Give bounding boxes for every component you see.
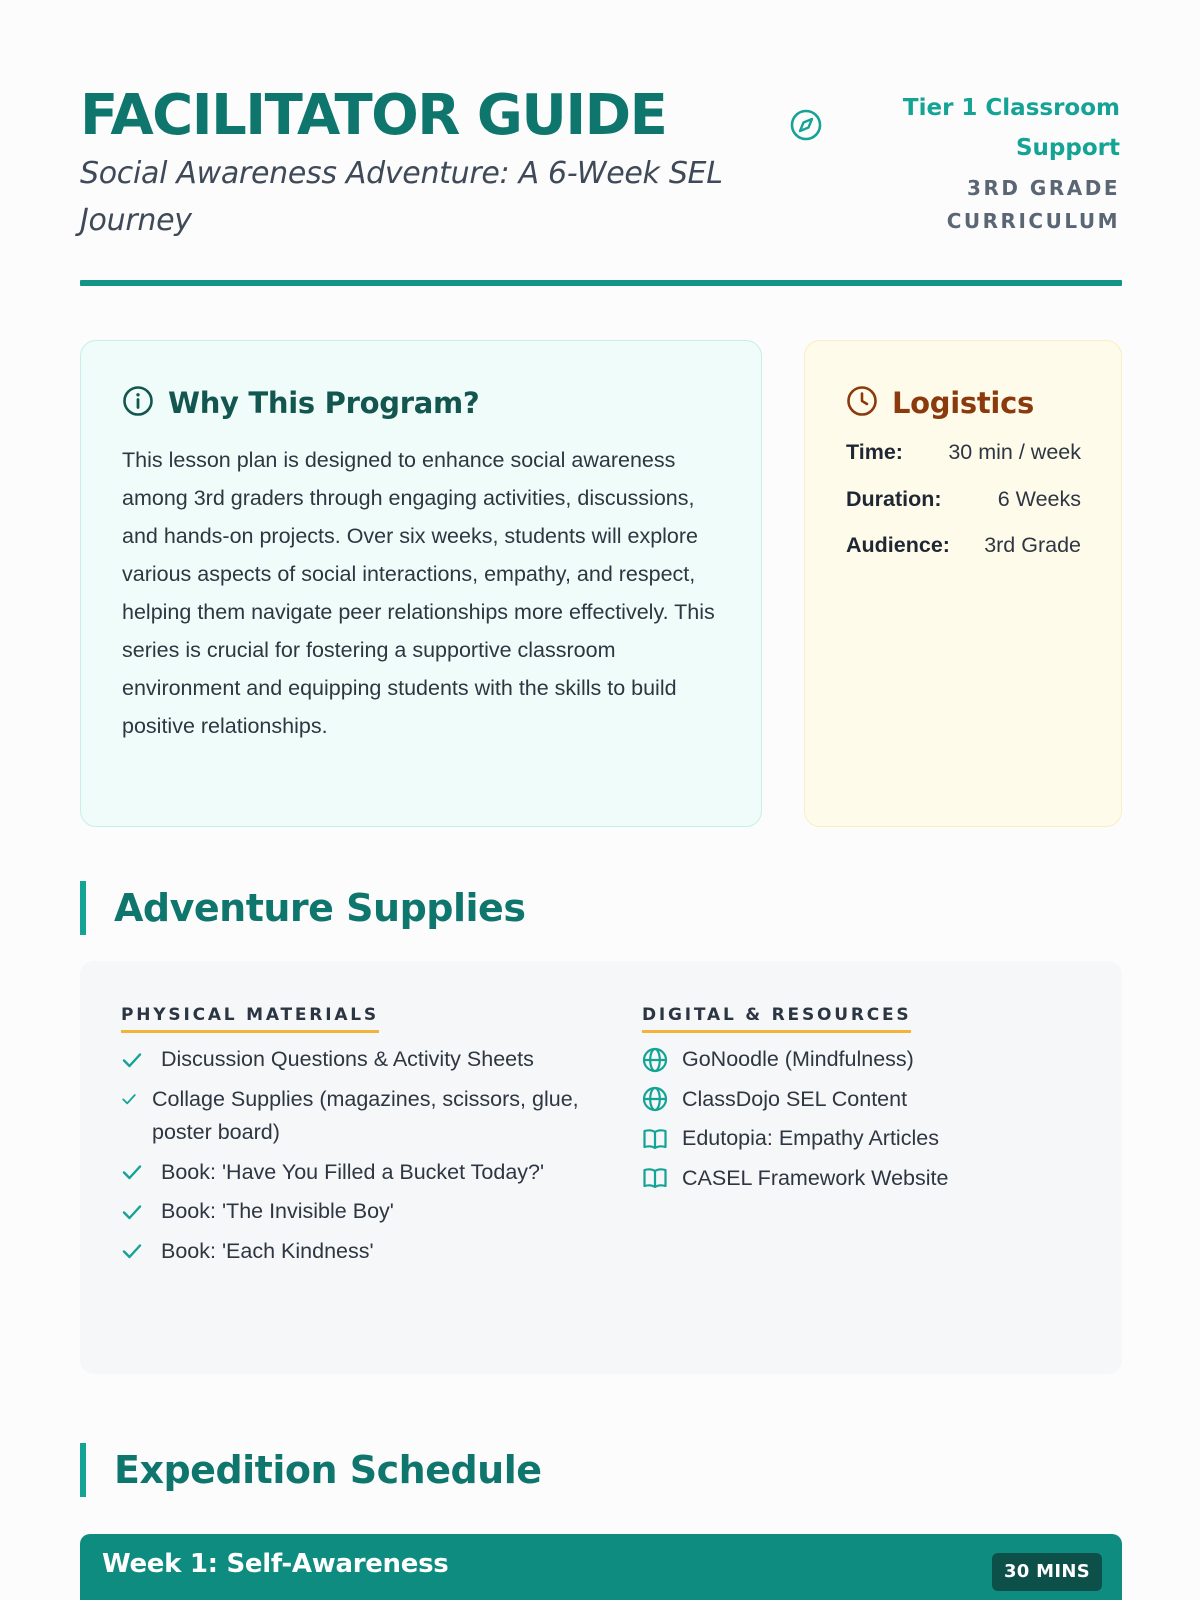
tier-label: Tier 1 Classroom Support (902, 95, 1120, 161)
info-icon (122, 385, 154, 422)
week-1-header[interactable] (80, 1534, 1122, 1600)
list-item-text: Collage Supplies (magazines, scissors, glue, poster board) (152, 1086, 579, 1144)
list-item-text: GoNoodle (Mindfulness) (682, 1047, 914, 1071)
list-item (642, 1162, 1082, 1196)
globe-icon (642, 1043, 682, 1077)
grade-label: 3RD GRADE CURRICULUM (946, 176, 1120, 233)
clock-icon (846, 385, 878, 422)
list-item-text: Book: 'Have You Filled a Bucket Today?' (161, 1159, 545, 1184)
check-icon (121, 1195, 161, 1229)
list-item (642, 1122, 1082, 1156)
list-item (121, 1083, 581, 1150)
globe-icon (642, 1083, 682, 1117)
digital-resources-heading: DIGITAL & RESOURCES (642, 1003, 911, 1033)
logistics-row-audience (846, 530, 1081, 577)
list-item-text: Discussion Questions & Activity Sheets (161, 1047, 534, 1071)
list-item (121, 1235, 581, 1269)
page-title: FACILITATOR GUIDE (80, 83, 667, 148)
schedule-heading: Expedition Schedule (80, 1443, 542, 1497)
logistics-row-time (846, 437, 1081, 484)
list-item-text: Book: 'Each Kindness' (161, 1238, 374, 1263)
check-icon (121, 1083, 152, 1117)
physical-materials-column (121, 1003, 581, 1274)
header-meta (860, 88, 1120, 238)
logistics-value: 6 Weeks (997, 486, 1081, 511)
list-item-text: ClassDojo SEL Content (682, 1086, 908, 1111)
page-subtitle: Social Awareness Adventure: A 6-Week SEL Journey (80, 156, 723, 238)
list-item (642, 1043, 1082, 1077)
supplies-heading: Adventure Supplies (80, 881, 525, 935)
list-item-text: Edutopia: Empathy Articles (682, 1126, 939, 1150)
check-icon (121, 1156, 161, 1190)
list-item-text: Book: 'The Invisible Boy' (161, 1199, 394, 1223)
week-title: Week 1: Self-Awareness (102, 1549, 449, 1579)
list-item (121, 1043, 581, 1077)
header-divider (80, 280, 1122, 286)
digital-resources-list (642, 1043, 1082, 1195)
check-icon (121, 1235, 161, 1269)
logistics-list (846, 437, 1081, 577)
logistics-row-duration (846, 484, 1081, 531)
logistics-key: Time: (846, 440, 903, 464)
check-icon (121, 1043, 161, 1077)
list-item (642, 1083, 1082, 1117)
why-program-title: Why This Program? (168, 386, 480, 420)
why-program-card (80, 340, 762, 827)
page-header (80, 80, 1120, 288)
book-icon (642, 1122, 682, 1156)
digital-resources-column (642, 1003, 1082, 1201)
list-item (121, 1195, 581, 1229)
logistics-key: Audience: (846, 533, 950, 557)
why-program-body: This lesson plan is designed to enhance social awareness among 3rd graders through engaging activities, discussions, and hands-on projects. Over six weeks, students will explore various aspects of social interactions, empathy, and respect, helping them navigate peer relationships more effectively. This series is crucial for fostering a supportive classroom environment and equipping students with the skills to build positive relationships. (122, 448, 715, 738)
logistics-card (804, 340, 1122, 827)
physical-materials-list (121, 1043, 581, 1268)
logistics-value: 3rd Grade (984, 533, 1081, 557)
compass-icon (789, 108, 823, 142)
book-icon (642, 1162, 682, 1196)
logistics-value: 30 min / week (948, 440, 1081, 464)
list-item-text: CASEL Framework Website (682, 1165, 949, 1190)
physical-materials-heading: PHYSICAL MATERIALS (121, 1003, 379, 1033)
logistics-key: Duration: (846, 486, 942, 511)
list-item (121, 1156, 581, 1190)
duration-badge: 30 MINS (992, 1553, 1102, 1591)
logistics-title: Logistics (892, 386, 1034, 420)
supplies-panel (80, 961, 1122, 1374)
